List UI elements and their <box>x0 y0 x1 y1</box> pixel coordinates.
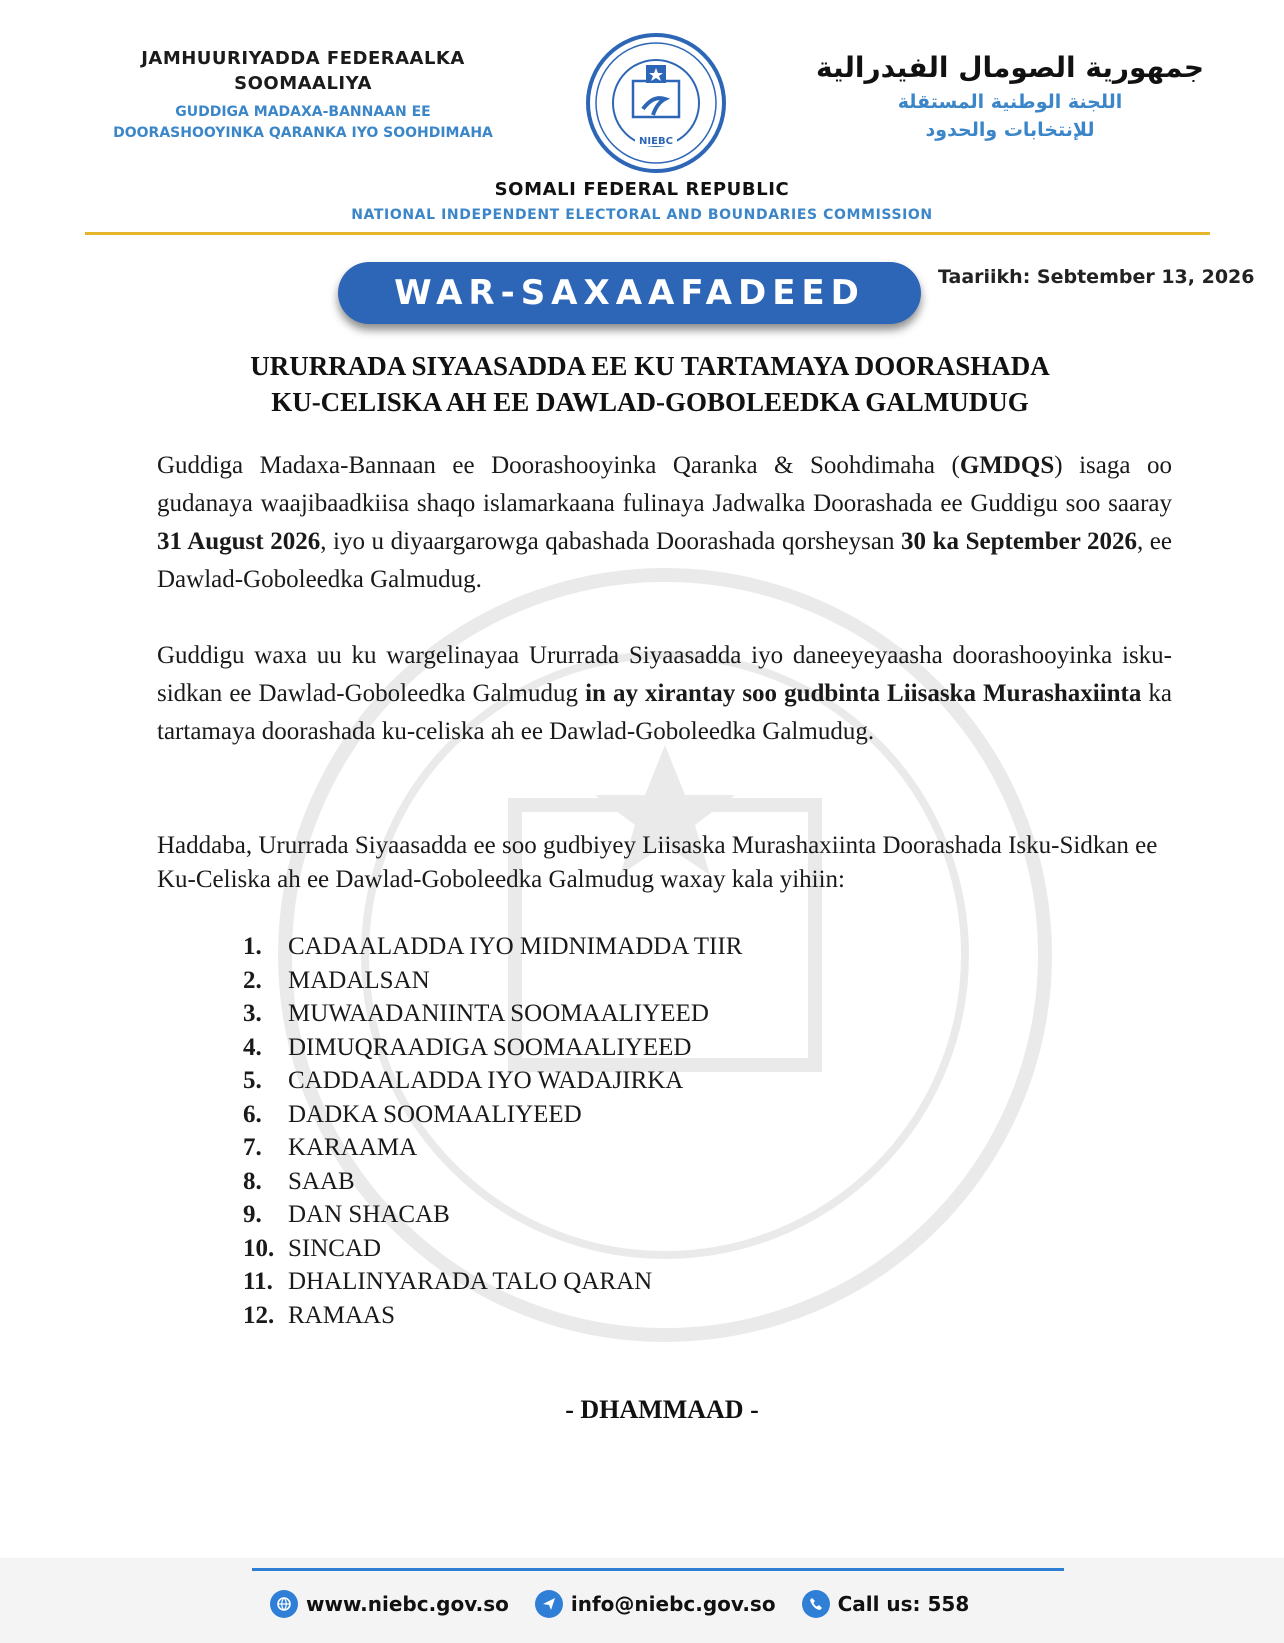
list-number: 8. <box>243 1167 262 1195</box>
party-name: CADAALADDA IYO MIDNIMADDA TIIR <box>288 933 743 960</box>
list-item <box>243 1198 742 1232</box>
party-name: MUWAADANIINTA SOOMAALIYEED <box>288 1000 709 1027</box>
list-item <box>243 997 742 1031</box>
text-run: Guddigu waxa uu ku wargelinayaa Ururrada Siyaasadda iyo daneeyeyaasha doorashooyinka isku-sidkan ee Dawlad-Goboleedka Galmudug <box>157 642 1172 707</box>
list-number: 1. <box>243 933 262 960</box>
list-number: 6. <box>243 1100 262 1128</box>
party-name: MADALSAN <box>288 966 430 994</box>
list-item <box>243 1098 742 1132</box>
bold-run: in ay xirantay soo gudbinta Liisaska Murashaxiinta <box>585 680 1142 707</box>
press-release-label: WAR-SAXAAFADEED <box>394 273 865 313</box>
header-center <box>0 178 1284 226</box>
commission-name-arabic-2: للإنتخابات والحدود <box>925 119 1095 141</box>
party-name: SAAB <box>288 1167 355 1195</box>
list-item <box>243 1299 742 1333</box>
commission-name-somali <box>78 102 528 144</box>
party-name: DIMUQRAADIGA SOOMAALIYEED <box>288 1033 692 1061</box>
list-item <box>243 964 742 998</box>
text-run: ) isaga oo gudanaya waajibaadkiisa shaqo islamarkaana fulinaya Jadwalka Doorashada ee Guddigu soo saaray <box>157 452 1172 517</box>
phone-number[interactable]: Call us: 558 <box>837 1592 970 1616</box>
paragraph-3: Haddaba, Ururrada Siyaasadda ee soo gudbiyey Liisaska Murashaxiinta Doorashada Isku-Sidkan ee Ku-Celiska ah ee Dawlad-Goboleedka Galmudug waxay kala yihiin: <box>157 832 1158 893</box>
seal-label: NIEBC <box>639 136 673 147</box>
country-name-somali: JAMHUURIYADDA FEDERAALKA <box>141 48 465 69</box>
website-contact[interactable] <box>270 1590 509 1618</box>
commission-name-somali-1: GUDDIGA MADAXA-BANNAAN EE <box>175 104 431 120</box>
document-title <box>150 348 1150 420</box>
paragraph-1 <box>157 447 1172 599</box>
send-icon <box>535 1590 563 1618</box>
country-name-english: SOMALI FEDERAL REPUBLIC <box>494 179 790 200</box>
commission-name-somali-2: DOORASHOOYINKA QARANKA IYO SOOHDIMAHA <box>113 125 493 141</box>
press-release-banner <box>338 262 921 324</box>
end-marker: - DHAMMAAD - <box>565 1395 759 1424</box>
text-run: , iyo u diyaargarowga qabashada Doorashada qorsheysan <box>320 528 902 555</box>
footer-contacts <box>270 1590 995 1618</box>
party-name: DHALINYARADA TALO QARAN <box>288 1268 653 1295</box>
list-item <box>243 1064 742 1098</box>
niebc-seal-logo <box>573 33 739 173</box>
email-contact[interactable] <box>535 1590 776 1618</box>
phone-icon <box>802 1590 830 1618</box>
list-item <box>243 1265 742 1299</box>
list-number: 2. <box>243 966 262 994</box>
list-item <box>243 930 742 964</box>
title-line-2: KU-CELISKA AH EE DAWLAD-GOBOLEEDKA GALMUDUG <box>271 387 1029 417</box>
list-number: 3. <box>243 1000 262 1027</box>
header-left <box>78 46 528 144</box>
list-number: 5. <box>243 1067 262 1094</box>
list-number: 7. <box>243 1134 262 1161</box>
text-run: , ee Dawlad-Goboleedka Galmudug. <box>157 528 1172 593</box>
paragraph-2 <box>157 637 1172 751</box>
list-item <box>243 1131 742 1165</box>
footer-divider <box>252 1568 1064 1571</box>
phone-contact[interactable] <box>802 1590 970 1618</box>
release-date: Taariikh: Sebtember 13, 2026 <box>938 266 1255 288</box>
website-link[interactable]: www.niebc.gov.so <box>306 1592 509 1616</box>
globe-icon <box>270 1590 298 1618</box>
commission-name-english: NATIONAL INDEPENDENT ELECTORAL AND BOUNDARIES COMMISSION <box>351 207 933 223</box>
list-item <box>243 1232 742 1266</box>
party-name: SINCAD <box>288 1234 382 1262</box>
email-link[interactable]: info@niebc.gov.so <box>570 1592 776 1616</box>
party-name: DAN SHACAB <box>288 1201 450 1228</box>
title-line-1: URURRADA SIYAASADDA EE KU TARTAMAYA DOORASHADA <box>250 351 1050 381</box>
list-item <box>243 1165 742 1199</box>
party-list <box>243 930 742 1332</box>
header-divider <box>85 232 1210 235</box>
party-name: DADKA SOOMAALIYEED <box>288 1100 582 1128</box>
commission-name-arabic-1: اللجنة الوطنية المستقلة <box>897 91 1123 113</box>
party-name: RAMAAS <box>288 1301 395 1329</box>
party-name: KARAAMA <box>288 1134 418 1161</box>
country-name-somali-2: SOOMAALIYA <box>234 73 372 94</box>
text-run: ka tartamaya doorashada ku-celiska ah ee Dawlad-Goboleedka Galmudug. <box>157 680 1173 745</box>
text-run: Guddiga Madaxa-Bannaan ee Doorashooyinka Qaranka & Soohdimaha ( <box>157 452 960 479</box>
country-name-arabic: جمهورية الصومال الفيدرالية <box>815 51 1204 84</box>
header-right-arabic <box>790 48 1230 144</box>
party-name: CADDAALADDA IYO WADAJIRKA <box>288 1067 684 1094</box>
bold-run: 31 August 2026 <box>157 528 321 555</box>
bold-run: GMDQS <box>959 452 1055 479</box>
list-number: 9. <box>243 1201 262 1228</box>
list-number: 12. <box>243 1301 275 1329</box>
list-number: 10. <box>243 1234 275 1262</box>
list-item <box>243 1031 742 1065</box>
list-number: 4. <box>243 1033 262 1061</box>
bold-run: 30 ka September 2026 <box>901 528 1137 555</box>
list-number: 11. <box>243 1268 273 1295</box>
